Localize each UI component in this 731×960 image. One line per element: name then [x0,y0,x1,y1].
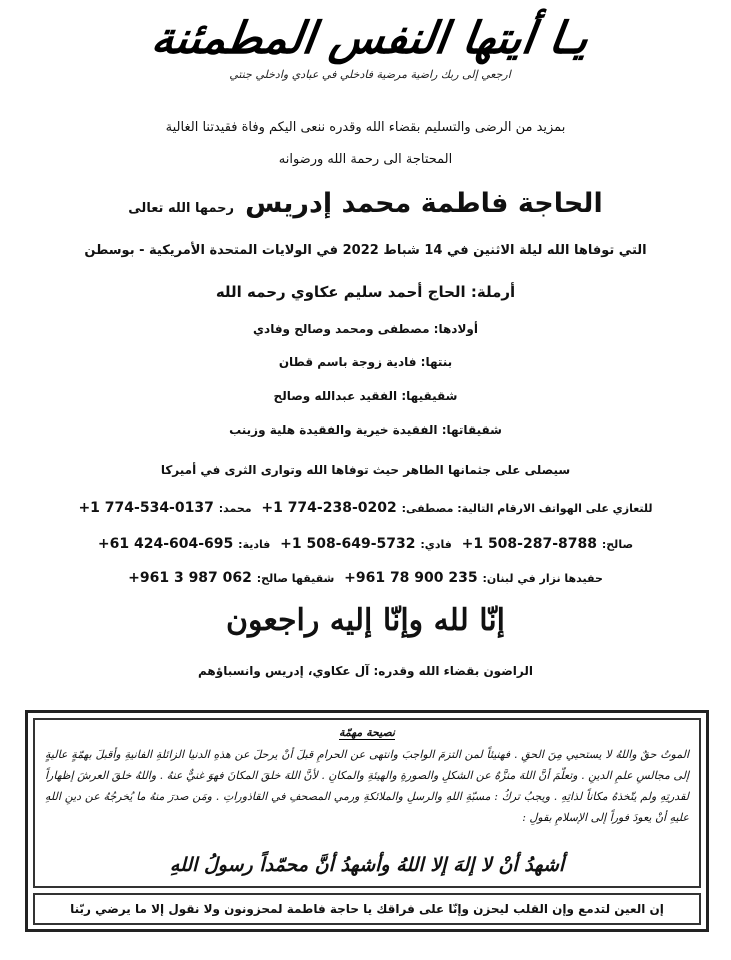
phone-mohammad: +1 774-534-0137 [78,500,214,516]
widow-line: أرملة: الحاج أحمد سليم عكاوي رحمه الله [215,283,516,301]
death-date-line: التي توفاها الله ليلة الاثنين في 14 شباط 2022 في الولايات المتحدة الأمريكية - بوسطن [84,243,647,258]
advice-text: الموتُ حقٌ واللهُ لا يستحيي مِنَ الحقِ . فهنيئاً لمن التزمَ الواجبَ وانتهى عن الحرامِ قبلَ أنْ يرحلَ عن هذهِ الدنيا الزائلةِ الفانيةِ وأقبلَ بهمّةٍ عاليةٍ إلى مجالسِ علمِ الدينِ . وتعلّمَ أنَّ اللهَ منزَّهٌ عن الشكلِ والصورةِ والهيئةِ والمكانِ . لأنَّ اللهَ خلقَ المكانَ فهوَ غنيٌّ عنهُ . واللهُ خلقَ العرشَ إظهاراً لقدرتِهِ ولم يتّخذهُ مكاناً لذاتِهِ . ويجبُ تركُ : مسبّةِ اللهِ والرسلِ والملائكةِ ورمي المصحفِ في القاذوراتِ . ومَن صدرَ منهُ ما يُخرجُهُ عن دينِ اللهِ عليهِ أنْ يعودَ فوراً إلى الإسلامِ بقولِ : [45,748,689,824]
sons-line: أولادها: مصطفى ومحمد وصالح وفادي [253,322,478,336]
sisters-line: شقيقاتها: الفقيدة خيرية والفقيدة هلية وزينب [229,423,502,437]
advice-inner-box [33,718,701,888]
advice-box [25,710,709,932]
phone-mostafa: +1 774-238-0202 [261,500,397,516]
footer-line: إن العين لتدمع وإن القلب ليحزن وإنّا على فراقك يا حاجة فاطمة لمحزونون ولا نقول إلا ما يرضي ربّنا [33,893,701,925]
deceased-name-line [40,188,691,219]
mohammad-label: محمد: [218,502,252,515]
fadia-label: فادية: [238,538,271,551]
brothers-line: شقيقيها: الفقيد عبدالله وصالح [273,389,458,403]
phone-fadi: +1 508-649-5732 [280,536,416,552]
phone-fadia: +61 424-604-695 [97,536,234,552]
contacts-row-2 [40,536,691,552]
contacts-row-3 [40,570,691,586]
mourners-line: الراضون بقضاء الله وقدره: آل عكاوي، إدريس وانسباؤهم [198,664,533,678]
daughter-line: بنتها: فادية زوجة باسم قطان [278,355,453,369]
quran-verse: ارجعي إلى ربك راضية مرضية فادخلي في عبادي وادخلي جنتي [229,68,511,81]
saleh-brother-label: شقيقها صالح: [256,572,335,585]
deceased-name: الحاجة فاطمة محمد إدريس [245,188,603,219]
deceased-prayer: رحمها الله تعالى [128,201,235,216]
contacts-row-1 [40,500,691,516]
intro-line-2: المحتاجة الى رحمة الله ورضوانه [278,152,453,167]
calligraphy-header [150,8,590,106]
nizar-label: حفيدها نزار في لبنان: [482,572,603,585]
phone-saleh-brother: +961 3 987 062 [128,570,252,586]
phone-saleh: +1 508-287-8788 [461,536,597,552]
intro-line-1: بمزيد من الرضى والتسليم بقضاء الله وقدره ننعى اليكم وفاة فقيدتنا الغالية [165,120,566,135]
contacts-intro-label: للتعازي على الهواتف الارقام التالية: مصطفى: [401,502,653,515]
advice-title: نصيحة مهمّة [339,726,395,739]
phone-nizar: +961 78 900 235 [344,570,478,586]
closing-verse: إنّا لله وإنّا إليه راجعون [225,603,506,638]
shahada-line: أشهدُ أنْ لا إلهَ إلا اللهُ وأشهدُ أنَّ محمّداً رسولُ اللهِ [169,854,565,876]
burial-line: سيصلى على جثمانها الطاهر حيث توفاها الله وتوارى الثرى في أميركا [160,463,571,477]
calligraphy-title: يـا أيتها النفس المطمئنة [148,13,592,64]
fadi-label: فادي: [420,538,452,551]
saleh-label: صالح: [601,538,634,551]
